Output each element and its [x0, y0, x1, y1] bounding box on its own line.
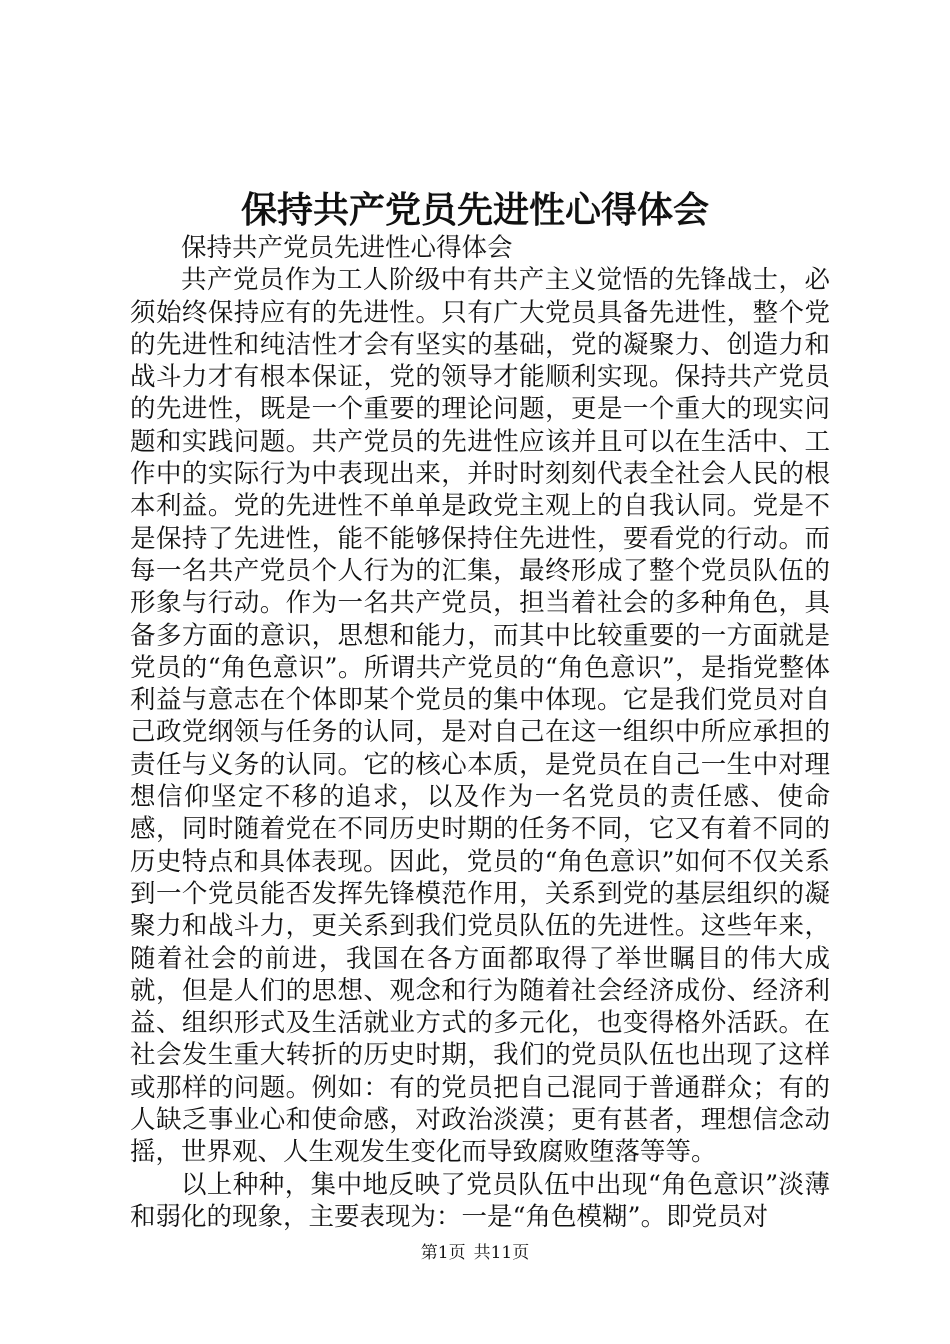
subtitle-line: 保持共产党员先进性心得体会 — [181, 233, 513, 263]
document-body — [130, 232, 830, 1233]
page-footer — [0, 1241, 950, 1265]
document-title: 保持共产党员先进性心得体会 — [240, 189, 709, 231]
page-number: 第1页 — [420, 1243, 466, 1263]
body-paragraph-1: 共产党员作为工人阶级中有共产主义觉悟的先锋战士，必须始终保持应有的先进性。只有广大党员具备先进性，整个党的先进性和纯洁性才会有坚实的基础，党的凝聚力、创造力和战斗力才有根本保证，党的领导才能顺利实现。保持共产党员的先进性，既是一个重要的理论问题，更是一个重大的现实问题和实践问题。共产党员的先进性应该并且可以在生活中、工作中的实际行为中表现出来，并时时刻刻代表全社会人民的根本利益。党的先进性不单单是政党主观上的自我认同。党是不是保持了先进性，能不能够保持住先进性，要看党的行动。而每一名共产党员个人行为的汇集，最终形成了整个党员队伍的形象与行动。作为一名共产党员，担当着社会的多种角色，具备多方面的意识，思想和能力，而其中比较重要的一方面就是党员的“角色意识”。所谓共产党员的“角色意识”，是指党整体利益与意志在个体即某个党员的集中体现。它是我们党员对自己政党纲领与任务的认同，是对自己在这一组织中所应承担的责任与义务的认同。它的核心本质，是党员在自己一生中对理想信仰坚定不移的追求，以及作为一名党员的责任感、使命感，同时随着党在不同历史时期的任务不同，它又有着不同的历史特点和具体表现。因此，党员的“角色意识”如何不仅关系到一个党员能否发挥先锋模范作用，关系到党的基层组织的凝聚力和战斗力，更关系到我们党员队伍的先进性。这些年来，随着社会的前进，我国在各方面都取得了举世瞩目的伟大成就，但是人们的思想、观念和行为随着社会经济成份、经济利益、组织形式及生活就业方式的多元化，也变得格外活跃。在社会发生重大转折的历史时期，我们的党员队伍也出现了这样或那样的问题。例如：有的党员把自己混同于普通群众；有的人缺乏事业心和使命感，对政治淡漠；更有甚者，理想信念动摇，世界观、人生观发生变化而导致腐败堕落等等。 — [130, 265, 830, 1168]
body-paragraph-2: 以上种种，集中地反映了党员队伍中出现“角色意识”淡薄和弱化的现象，主要表现为：一是“角色模糊”。即党员对 — [130, 1169, 830, 1232]
page-total: 共11页 — [473, 1243, 530, 1263]
